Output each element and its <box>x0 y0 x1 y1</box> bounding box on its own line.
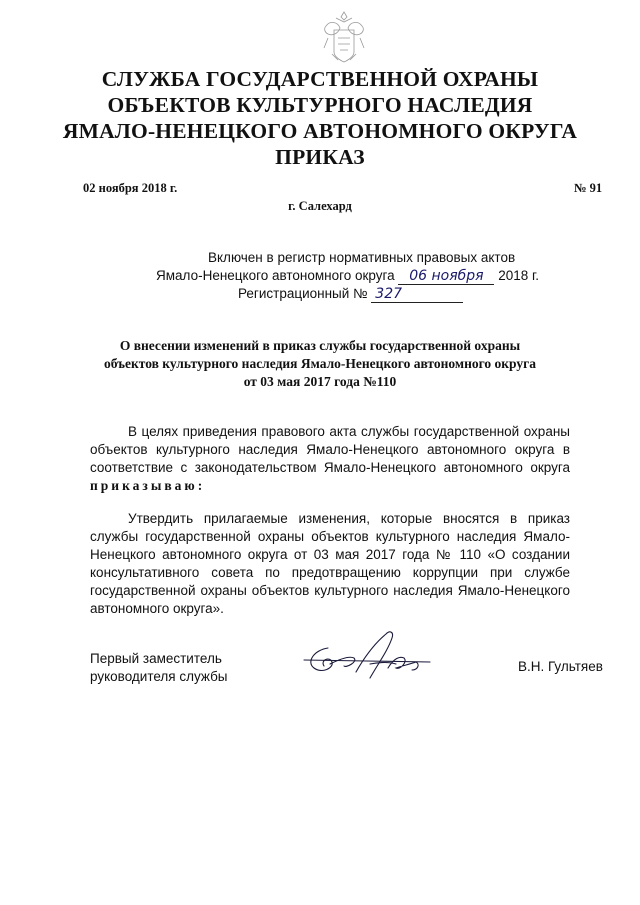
order-keyword: приказываю: <box>90 478 206 493</box>
header-line-2: ОБЪЕКТОВ КУЛЬТУРНОГО НАСЛЕДИЯ <box>107 93 533 117</box>
registration-year: 2018 г. <box>498 268 539 283</box>
handwritten-signature-icon <box>300 628 440 688</box>
header-line-4: ПРИКАЗ <box>275 145 365 169</box>
registration-number-label: Регистрационный № <box>238 286 368 301</box>
paragraph-1-text: В целях приведения правового акта службы государственной охраны объектов культурного наследия Ямало-Ненецкого автономного округа в соответствие с законодательством Ямало-Ненецкого автономного округа <box>90 424 570 475</box>
registration-line-2 <box>156 268 539 285</box>
handwritten-registration-date: 06 ноября <box>398 268 494 285</box>
document-title <box>60 337 580 391</box>
title-line-3: от 03 мая 2017 года №110 <box>243 374 397 389</box>
signatory-position <box>90 650 228 686</box>
order-city: г. Салехард <box>288 199 352 213</box>
position-line-1: Первый заместитель <box>90 651 222 666</box>
header-line-3: ЯМАЛО-НЕНЕЦКОГО АВТОНОМНОГО ОКРУГА <box>62 119 578 143</box>
registration-line-1: Включен в регистр нормативных правовых актов <box>208 250 516 265</box>
body-paragraph-2: Утвердить прилагаемые изменения, которые вносятся в приказ службы государственной охраны объектов культурного наследия Ямало-Ненецкого автономного округа от 03 мая 2017 года № 110 «О создании консультативного совета по предотвращению коррупции при службе государственной охраны объектов культурного наследия Ямало-Ненецкого автономного округа». <box>90 511 570 616</box>
registration-line-3 <box>238 286 463 303</box>
coat-of-arms-icon <box>318 8 370 64</box>
body-paragraph-1 <box>90 423 570 495</box>
document-header <box>40 66 600 170</box>
title-line-2: объектов культурного наследия Ямало-Ненецкого автономного округа <box>103 356 537 371</box>
position-line-2: руководителя службы <box>90 669 228 684</box>
handwritten-registration-number: 327 <box>371 286 463 303</box>
signatory-name: В.Н. Гультяев <box>518 659 603 674</box>
order-number: № 91 <box>574 181 603 195</box>
header-line-1: СЛУЖБА ГОСУДАРСТВЕННОЙ ОХРАНЫ <box>101 67 539 91</box>
registration-region: Ямало-Ненецкого автономного округа <box>156 268 395 283</box>
title-line-1: О внесении изменений в приказ службы государственной охраны <box>119 338 521 353</box>
order-date: 02 ноября 2018 г. <box>83 181 178 195</box>
